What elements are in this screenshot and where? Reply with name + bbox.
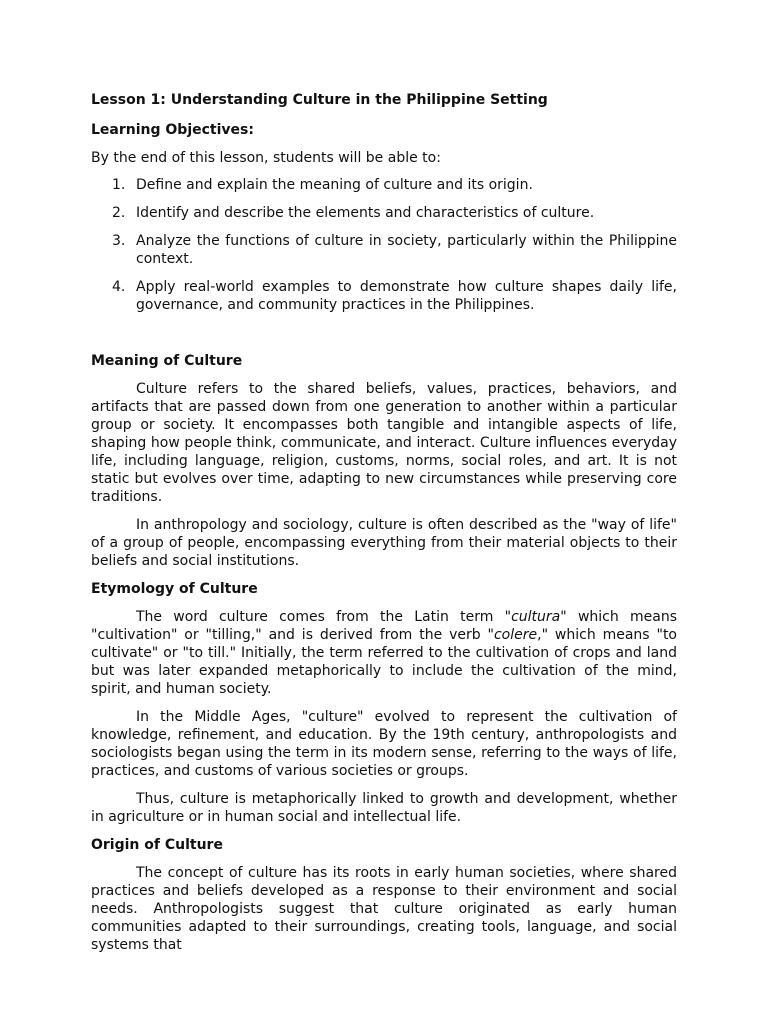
lesson-title: Lesson 1: Understanding Culture in the Philippine Setting xyxy=(91,92,548,108)
list-item xyxy=(91,204,677,222)
document-page xyxy=(91,91,677,954)
list-text: Identify and describe the elements and characteristics of culture. xyxy=(136,205,595,221)
etymology-paragraph-3: Thus, culture is metaphorically linked to growth and development, whether in agriculture or in human social and intellectual life. xyxy=(91,791,677,825)
etymology-heading: Etymology of Culture xyxy=(91,581,258,597)
origin-heading: Origin of Culture xyxy=(91,837,223,853)
list-number: 1. xyxy=(112,177,126,193)
list-text: Apply real-world examples to demonstrate how culture shapes daily life, governance, and community practices in the Philippines. xyxy=(136,279,677,313)
list-number: 4. xyxy=(112,279,126,295)
latin-term-cultura: cultura xyxy=(511,609,561,625)
meaning-heading: Meaning of Culture xyxy=(91,353,243,369)
list-item xyxy=(91,232,677,268)
objectives-intro: By the end of this lesson, students will be able to: xyxy=(91,150,441,166)
objectives-list xyxy=(91,176,677,314)
meaning-paragraph-2: In anthropology and sociology, culture is often described as the "way of life" of a group of people, encompassing everything from their material objects to their beliefs and social institutions. xyxy=(91,517,677,569)
list-item xyxy=(91,278,677,314)
objectives-heading: Learning Objectives: xyxy=(91,122,254,138)
latin-term-colere: colere xyxy=(493,627,538,643)
etymology-text-b: " which means "cultivation" or "tilling," and is derived from the verb " xyxy=(91,609,678,643)
list-number: 3. xyxy=(112,233,126,249)
list-text: Analyze the functions of culture in society, particularly within the Philippine context. xyxy=(136,233,677,267)
meaning-paragraph-1: Culture refers to the shared beliefs, values, practices, behaviors, and artifacts that are passed down from one generation to another within a particular group or society. It encompasses both tangible and intangible aspects of life, shaping how people think, communicate, and interact. Culture influences everyday life, including language, religion, customs, norms, social roles, and art. It is not static but evolves over time, adapting to new circumstances while preserving core traditions. xyxy=(91,381,677,505)
list-item xyxy=(91,176,677,194)
etymology-text-c: ," which means "to cultivate" or "to till." Initially, the term referred to the cultivation of crops and land but was later expanded metaphorically to include the cultivation of the mind, spirit, and human society. xyxy=(91,627,677,697)
etymology-paragraph-2: In the Middle Ages, "culture" evolved to represent the cultivation of knowledge, refinement, and education. By the 19th century, anthropologists and sociologists began using the term in its modern sense, referring to the ways of life, practices, and customs of various societies or groups. xyxy=(91,709,677,779)
list-number: 2. xyxy=(112,205,126,221)
list-text: Define and explain the meaning of culture and its origin. xyxy=(136,177,533,193)
etymology-text-a: The word culture comes from the Latin term " xyxy=(136,609,512,625)
etymology-paragraph-1 xyxy=(91,608,677,698)
origin-paragraph-1: The concept of culture has its roots in early human societies, where shared practices and beliefs developed as a response to their environment and social needs. Anthropologists suggest that culture originated as early human communities adapted to their surroundings, creating tools, language, and social systems that xyxy=(91,865,677,953)
